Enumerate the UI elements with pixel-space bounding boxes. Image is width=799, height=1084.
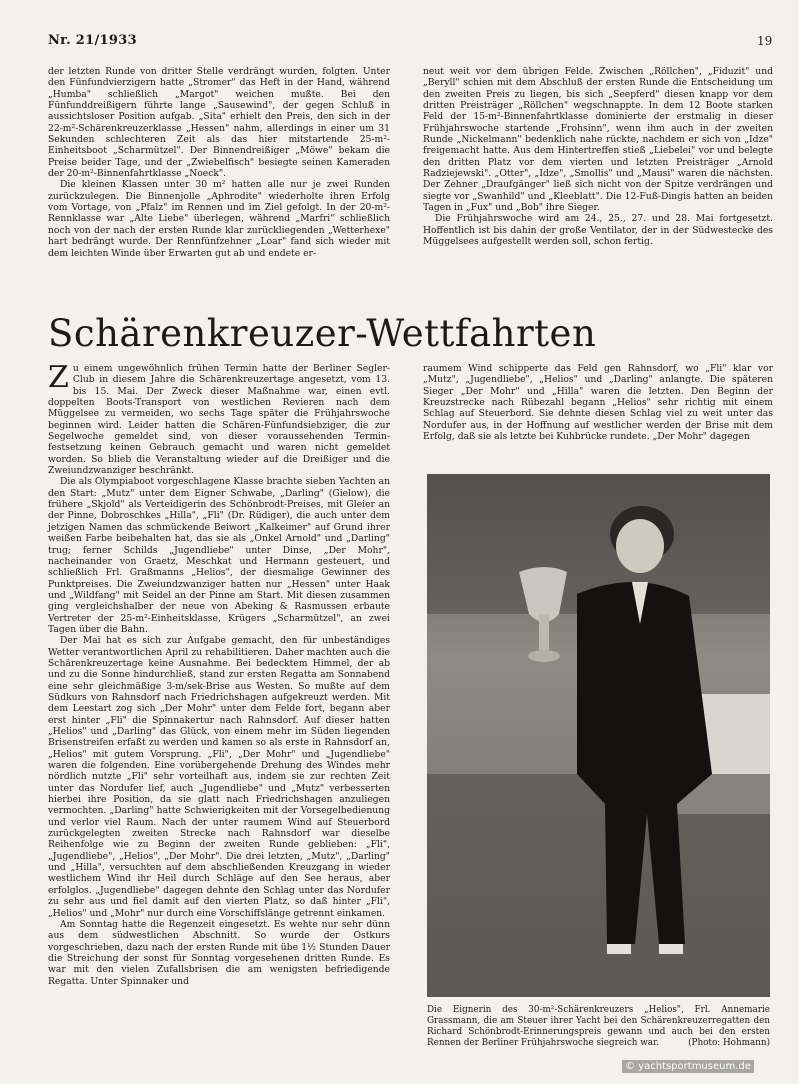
issue-number: Nr. 21/1933 xyxy=(48,33,137,48)
paragraph: der letzten Runde von dritter Stelle verdrängt wurden, folgten. Unter den Fünfundvierzigern hatte „Stromer" das Heft in der Hand, während „Humba" schließlich „Margot" weichen mußte. Bei den Fünfunddreißigern führte lange „Sausewind", der gegen Schluß in aussichtsloser Position aufgab. „Sita" erhielt den Preis, den sich in der 22-m²-Schärenkreuzerklasse „Hessen" nahm, allerdings in einer um 31 Sekunden schlechteren Zeit als das hier mitstartende 25-m²-Einheitsboot „Scharmützel". Der Binnendreißiger „Möwe" bekam die Preise beider Tage, und der „Zwiebelfisch" besiegte seinen Kameraden der 20-m²-Binnenfahrtklasse „Noeck". xyxy=(48,66,390,180)
photo-caption xyxy=(427,1005,770,1049)
paragraph: raumem Wind schipperte das Feld gen Rahnsdorf, wo „Fli" klar vor „Mutz", „Jugendliebe", „Helios" und „Darling" anlangte. Die späteren Sieger „Der Mohr" und „Hilla" waren die letzten. Den Beginn der Kreuzstrecke nach Rübezahl begann „Helios" sehr richtig mit einem Schlag auf Steuerbord. Sie dehnte diesen Schlag viel zu weit unter das Nordufer aus, in der Hoffnung auf westlicher werden der Brise mit dem Erfolg, daß sie als letzte bei Kuhbrücke rundete. „Der Mohr" dagegen xyxy=(423,363,773,443)
paragraph: Der Mai hat es sich zur Aufgabe gemacht, den für unbeständiges Wetter verantwortlichen April zu rehabilitieren. Daher machten auch die Schärenkreuzertage keine Ausnahme. Bei bedecktem Himmel, der ab und zu die Sonne hindurchließ, stand zur ersten Regatta am Sonnabend eine sehr gleichmäßige 3-m/sek-Brise aus Westen. So mußte auf dem Südkurs von Rahnsdorf nach Friedrichshagen aufgekreuzt werden. Mit dem Leestart zog sich „Der Mohr" unter dem Felde fort, begann aber erst hinter „Fli" die Spinnakertur nach Rahnsdorf. Auf dieser hatten „Helios" und „Darling" das Glück, von einem mehr im Süden liegenden Brisenstreifen erfaßt zu werden und kamen so als erste in Rahnsdorf an, „Helios" mit gutem Vorsprung. „Fli", „Der Mohr" und „Jugendliebe" waren die folgenden. Eine vorübergehende Drehung des Windes mehr nördlich nutzte „Fli" sehr vorteilhaft aus, indem sie zur rechten Zeit unter das Nordufer lief, auch „Jugendliebe" und „Mutz" verbesserten hierbei ihre Position, da sie glatt nach Friedrichshagen anzuliegen vermochten. „Darling" hatte Schwierigkeiten mit der Vorsegelbedienung und verlor viel Raum. Nach der unter raumem Wind auf Steuerbord zurückgelegten zweiten Strecke nach Rahnsdorf war dieselbe Reihenfolge wie zu Beginn der zweiten Runde geblieben: „Fli", „Jugendliebe", „Helios", „Der Mohr". Die drei letzten, „Mutz", „Darling" und „Hilla", versuchten auf dem abschließenden Kreuzgang in wieder westlichem Wind ihr Heil durch Schläge auf den See heraus, aber erfolglos. „Jugendliebe" dagegen dehnte den Schlag unter das Nordufer zu sehr aus und fiel damit auf den vierten Platz, so daß hinter „Fli", „Helios" und „Mohr" nur durch eine Vorschiffslänge getrennt einkamen. xyxy=(48,635,390,919)
paragraph: neut weit vor dem übrigen Felde. Zwischen „Röllchen", „Fiduzit" und „Beryll" schien mit dem Abschluß der ersten Runde die Entscheidung um den zweiten Preis zu liegen, bis sich „Seepferd" diesen knapp vor dem dritten Preisträger „Röllchen" wegschnappte. In dem 12 Boote starken Feld der 15-m²-Binnenfahrtklasse dominierte der erstmalig in dieser Frühjahrswoche startende „Frohsinn", wenn ihm auch in der zweiten Runde „Nickelmann" bedenklich nahe rückte, nachdem er sich von „Idze" freigemacht hatte. Aus dem Hintertreffen stieß „Liebelei" vor und belegte den dritten Platz vor dem vierten und letzten Preisträger „Arnold Radziejewski". „Otter", „Idze", „Smollis" und „Mausi" waren die nächsten. Der Zehner „Draufgänger" ließ sich nicht von der Spitze verdrängen und siegte vor „Swanhild" und „Kleeblatt". Die 12-Fuß-Dingis hatten an beiden Tagen in „Fux" und „Bob" ihre Sieger. xyxy=(423,66,773,214)
paragraph: Am Sonntag hatte die Regenzeit eingesetzt. Es wehte nur sehr dünn aus dem südwestlichen Abschnitt. So wurde der Ostkurs vorgeschrieben, dazu nach der ersten Runde mit übe 1½ Stunden Dauer die Streichung der sonst für Sonntag vorgesehenen dritten Runde. Es war mit den vielen Zufallsbrisen die am wenigsten befriedigende Regatta. Unter Spinnaker und xyxy=(48,918,390,987)
top-left-column xyxy=(48,66,390,259)
drop-cap: Z xyxy=(48,360,69,395)
top-right-column xyxy=(423,66,773,248)
photo-illustration xyxy=(427,474,770,997)
photo-owner-with-trophy xyxy=(427,474,770,997)
photo-credit: (Photo: Hohmann) xyxy=(688,1038,770,1048)
watermark: © yachtsportmuseum.de xyxy=(622,1060,754,1073)
article-title: Schärenkreuzer-Wettfahrten xyxy=(48,312,597,355)
paragraph: Die Frühjahrswoche wird am 24., 25., 27. und 28. Mai fortgesetzt. Hoffentlich ist bis dahin der große Ventilator, der in der Südwestecke des Müggelsees aufgestellt werden soll, schon fertig. xyxy=(423,213,773,248)
article-right-column xyxy=(423,363,773,442)
paragraph: Die als Olympiaboot vorgeschlagene Klasse brachte sieben Yachten an den Start: „Mutz" unter dem Eigner Schwabe, „Darling" (Gielow), die frühere „Skjold" als Verteidigerin des Schönbrodt-Preises, mit Gleier an der Pinne, Dobroschkes „Hilla", „Fli" (Dr. Rüdiger), die auch unter dem jetzigen Namen das schmückende Beiwort „Kalkeimer" auf Grund ihrer weißen Farbe beibehalten hat, das sie als „Onkel Arnold" und „Darling" trug; ferner Schilds „Jugendliebe" unter Dinse, „Der Mohr", nacheinander von Graetz, Meschkat und Hermann gesteuert, und schließlich Frl. Graßmanns „Helios", der diesmalige Gewinner des Punktpreises. Die Zweiundzwanziger hatten nur „Hessen" unter Haak und „Wildfang" mit Seidel an der Pinne am Start. Mit diesen zusammen ging vergleichshalber der neue von Abeking & Rasmussen erbaute Vertreter der 25-m²-Einheitsklasse, Krügers „Scharmützel", an zwei Tagen über die Bahn. xyxy=(48,476,390,635)
paragraph: Die kleinen Klassen unter 30 m² hatten alle nur je zwei Runden zurückzulegen. Die Binnenjolle „Aphrodite" wiederholte ihren Erfolg vom Vortage, von „Pfalz" im Rennen und im Ziel gefolgt. In der 20-m²-Rennklasse war „Alte Liebe" überlegen, während „Marfri" schließlich noch von der nach der ersten Runde klar zurückliegenden „Wetterhexe" hart bedrängt wurde. Der Rennfünfzehner „Loar" fand sich wieder mit dem leichten Winde über Erwarten gut ab und endete er- xyxy=(48,179,390,259)
caption-text: Die Eignerin des 30-m²-Schärenkreuzers „Helios", Frl. Annemarie Grassmann, die am Steuer ihrer Yacht bei den Schärenkreuzerregatten den Richard Schönbrodt-Erinnerungspreis gewann und auch bei den ersten Rennen der Berliner Frühjahrswoche siegreich war. xyxy=(427,1005,770,1048)
article-left-column xyxy=(48,360,390,987)
page-number: 19 xyxy=(757,34,773,48)
paragraph xyxy=(48,360,390,477)
lead-text: u einem ungewöhnlich frühen Termin hatte der Berliner Segler-Club in diesem Jahre die Schärenkreuzertage angesetzt, vom 13. bis 15. Mai. Der Zweck dieser Maßnahme war, einen evtl. doppelten Boots-Transport von westlichen Revieren nach dem Müggelsee zu vermeiden, wo sechs Tage später die Frühjahrswoche beginnen wird. Leider hatten die Schären-Fünfundsiebziger, die zur Segelwoche gemeldet sind, von dieser voraussehenden Terminfestsetzung keinen Gebrauch gemacht und waren nicht gemeldet worden. So blieb die Veranstaltung wieder auf die Dreißiger und die Zweiundzwanziger beschränkt. xyxy=(48,363,390,477)
